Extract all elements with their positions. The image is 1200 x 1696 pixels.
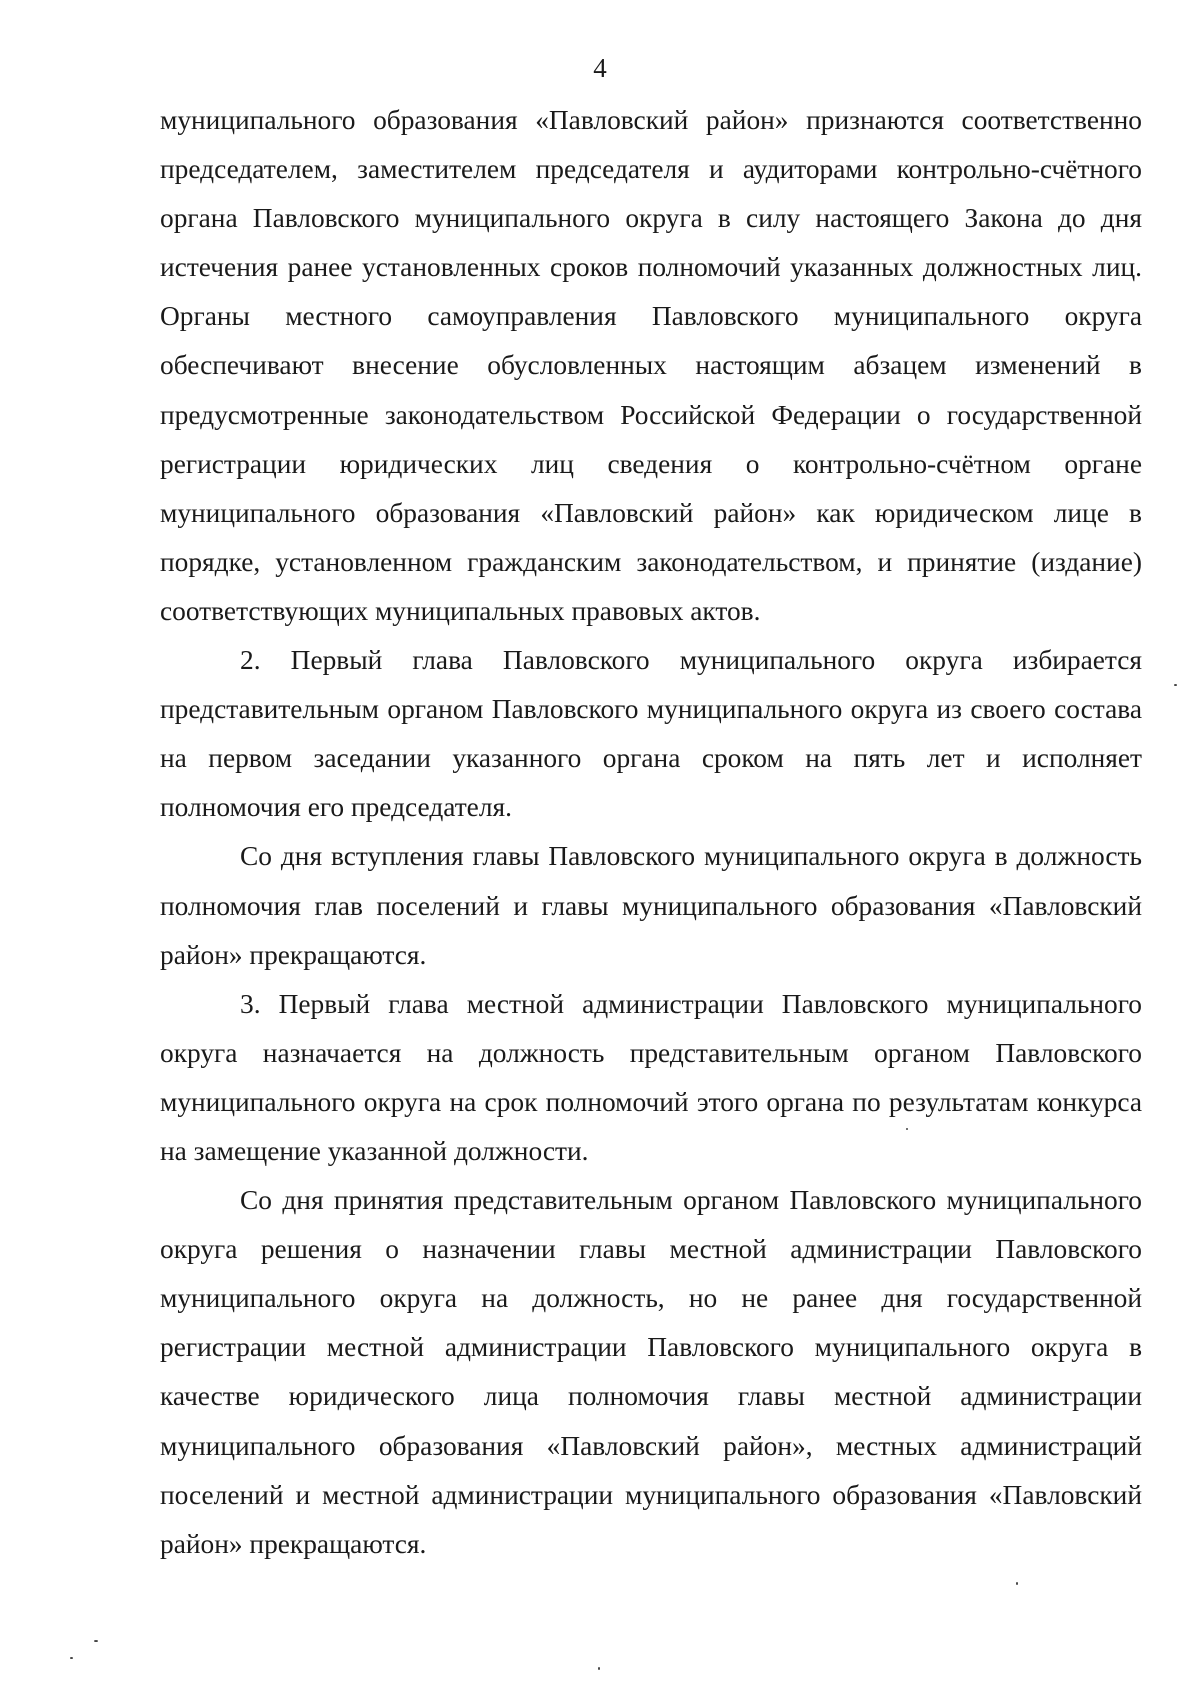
scan-speck xyxy=(598,1667,600,1670)
paragraph-item-3: 3. Первый глава местной администрации Павловского муниципального округа назначается на должность представительным органом Павловского муниципального округа на срок полномочий этого органа по результатам конкурса на замещение указанной должности. xyxy=(160,988,1142,1166)
paragraph: муниципального образования «Павловский район» признаются соответственно председателем, заместителем председателя и аудиторами контрольно-счётного органа Павловского муниципального округа в силу настоящего Закона до дня истечения ранее установленных сроков полномочий указанных должностных лиц. Органы местного самоуправления Павловского муниципального округа обеспечивают внесение обусловленных настоящим абзацем изменений в предусмотренные законодательством Российской Федерации о государственной регистрации юридических лиц сведения о контрольно-счётном органе муниципального образования «Павловский район» как юридическом лице в порядке, установленном гражданским законодательством, и принятие (издание) соответствующих муниципальных правовых актов. xyxy=(160,105,1142,626)
paragraph: Со дня принятия представительным органом Павловского муниципального округа решения о назначении главы местной администрации Павловского муниципального округа на должность, но не ранее дня государственной регистрации местной администрации Павловского муниципального округа в качестве юридического лица полномочия главы местной администрации муниципального образования «Павловский район», местных администраций поселений и местной администрации муниципального образования «Павловский район» прекращаются. xyxy=(160,1185,1142,1559)
page-number: 4 xyxy=(593,53,607,83)
scan-speck xyxy=(94,1640,98,1642)
scan-speck xyxy=(70,1657,73,1659)
scan-speck xyxy=(906,1128,908,1130)
paragraph: Со дня вступления главы Павловского муниципального округа в должность полномочия глав поселений и главы муниципального образования «Павловский район» прекращаются. xyxy=(160,841,1142,970)
scan-speck xyxy=(1016,1582,1018,1585)
document-body xyxy=(160,96,1142,1569)
paragraph-item-2: 2. Первый глава Павловского муниципального округа избирается представительным органом Павловского муниципального округа из своего состава на первом заседании указанного органа сроком на пять лет и исполняет полномочия его председателя. xyxy=(160,645,1142,823)
scan-speck xyxy=(1174,684,1177,686)
